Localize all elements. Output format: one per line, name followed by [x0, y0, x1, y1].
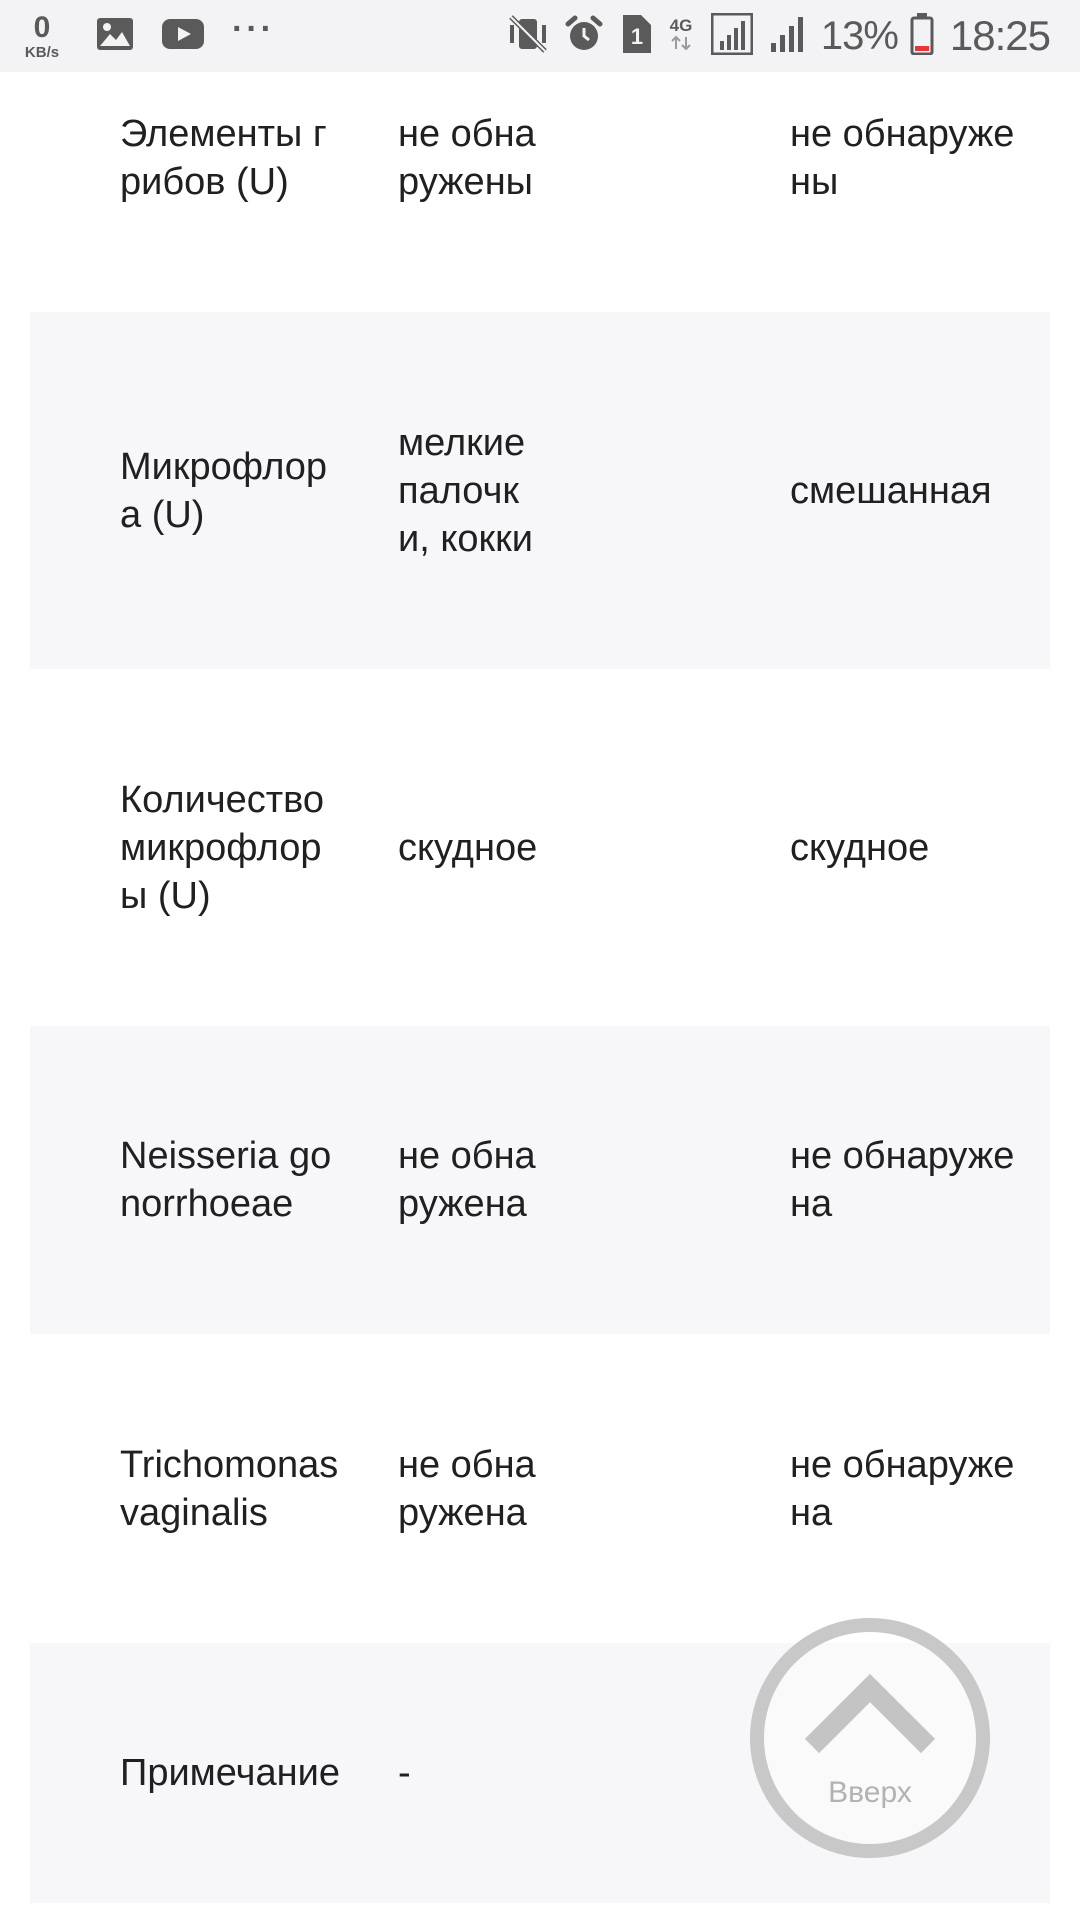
status-bar-right: [507, 12, 1050, 60]
network-speed: [20, 10, 64, 61]
battery-percent: 13%: [820, 13, 898, 58]
back-to-top-label: Вверх: [828, 1776, 912, 1809]
back-to-top-button[interactable]: [750, 1618, 990, 1858]
parameter-name: Trichomonas vaginalis: [120, 1443, 339, 1534]
result-value: не обна ружена: [398, 1135, 536, 1225]
signal2-icon: [769, 15, 805, 58]
reference-value: не обнаруже на: [790, 1443, 1015, 1534]
result-value: -: [398, 1752, 411, 1794]
table-row: [30, 669, 1050, 1026]
parameter-name: Количество микрофлор ы (U): [120, 778, 325, 917]
result-value: не обна ружены: [398, 113, 536, 203]
status-bar: [0, 0, 1080, 72]
status-bar-left: [20, 9, 275, 61]
table-row: [30, 1026, 1050, 1334]
sim1-icon: [619, 15, 651, 58]
chevron-up-icon: [802, 1670, 938, 1760]
network-speed-value: 0: [33, 10, 51, 44]
result-value: скудное: [398, 826, 538, 869]
reference-value: смешанная: [790, 469, 992, 512]
parameter-name: Микрофлор а (U): [120, 445, 328, 536]
table-row: [30, 72, 1050, 312]
youtube-icon: [162, 19, 204, 54]
mute-vibrate-icon: [507, 15, 549, 58]
reference-value: не обнаруже на: [790, 1135, 1015, 1225]
reference-value: не обнаруже ны: [790, 113, 1015, 203]
battery-icon: [910, 13, 934, 60]
alarm-icon: [565, 15, 603, 58]
more-notifications-icon: ···: [232, 9, 275, 48]
parameter-name: Neisseria go norrhoeae: [120, 1135, 332, 1225]
reference-value: скудное: [790, 826, 930, 869]
signal-icon: [711, 13, 753, 60]
table-row: [30, 1334, 1050, 1643]
parameter-name: Примечание: [120, 1752, 340, 1794]
result-value: не обна ружена: [398, 1443, 536, 1534]
sim1-number: 1: [630, 23, 643, 49]
clock: 18:25: [949, 12, 1050, 59]
result-value: мелкие палочк и, кокки: [398, 421, 534, 560]
network-type: 4G: [669, 15, 693, 35]
table-row: [30, 312, 1050, 669]
gallery-icon: [96, 17, 134, 56]
4g-icon: [667, 15, 695, 58]
parameter-name: Элементы г рибов (U): [120, 113, 327, 203]
network-speed-unit: KB/s: [24, 43, 60, 61]
